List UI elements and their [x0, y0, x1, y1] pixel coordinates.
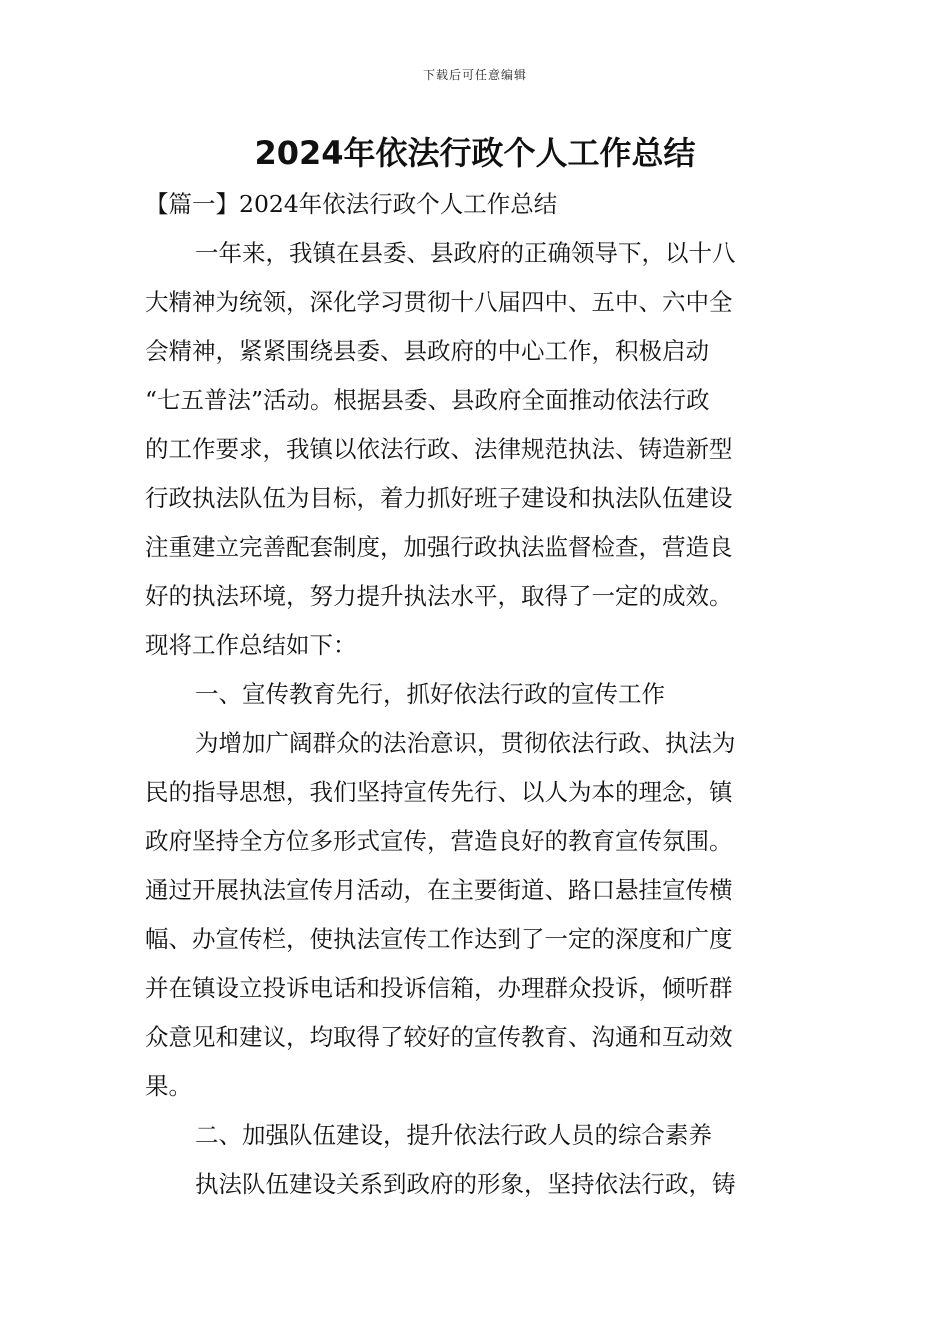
body-line: 大精神为统领，深化学习贯彻十八届四中、五中、六中全	[145, 288, 733, 316]
page-header-note: 下载后可任意编辑	[422, 68, 527, 82]
body-line: 好的执法环境，努力提升执法水平，取得了一定的成效。	[145, 582, 733, 610]
body-line: 众意见和建议，均取得了较好的宣传教育、沟通和互动效	[145, 1023, 733, 1051]
body-line: 二、加强队伍建设，提升依法行政人员的综合素养	[195, 1121, 712, 1149]
body-line: 一年来，我镇在县委、县政府的正确领导下，以十八	[195, 239, 736, 267]
body-line: 民的指导思想，我们坚持宣传先行、以人为本的理念，镇	[145, 778, 733, 806]
body-line: 政府坚持全方位多形式宣传，营造良好的教育宣传氛围。	[145, 827, 733, 855]
body-line: 通过开展执法宣传月活动，在主要街道、路口悬挂宣传横	[145, 876, 733, 904]
body-line: 现将工作总结如下：	[145, 631, 357, 659]
body-line: 行政执法队伍为目标，着力抓好班子建设和执法队伍建设	[145, 484, 733, 512]
body-line: 的工作要求，我镇以依法行政、法律规范执法、铸造新型	[145, 435, 733, 463]
document-body	[145, 180, 807, 1209]
body-line: 【篇一】2024年依法行政个人工作总结	[145, 190, 558, 218]
body-line: 一、宣传教育先行，抓好依法行政的宣传工作	[195, 680, 665, 708]
document-title: 2024年依法行政个人工作总结	[254, 134, 696, 172]
body-line: 果。	[145, 1072, 192, 1100]
body-line: 注重建立完善配套制度，加强行政执法监督检查，营造良	[145, 533, 733, 561]
body-line: “七五普法”活动。根据县委、县政府全面推动依法行政	[145, 386, 710, 414]
body-line: 并在镇设立投诉电话和投诉信箱，办理群众投诉，倾听群	[145, 974, 733, 1002]
body-line: 为增加广阔群众的法治意识，贯彻依法行政、执法为	[195, 729, 736, 757]
body-line: 幅、办宣传栏，使执法宣传工作达到了一定的深度和广度	[145, 925, 733, 953]
body-line: 会精神，紧紧围绕县委、县政府的中心工作，积极启动	[145, 337, 709, 365]
body-line: 执法队伍建设关系到政府的形象，坚持依法行政，铸	[195, 1170, 736, 1198]
